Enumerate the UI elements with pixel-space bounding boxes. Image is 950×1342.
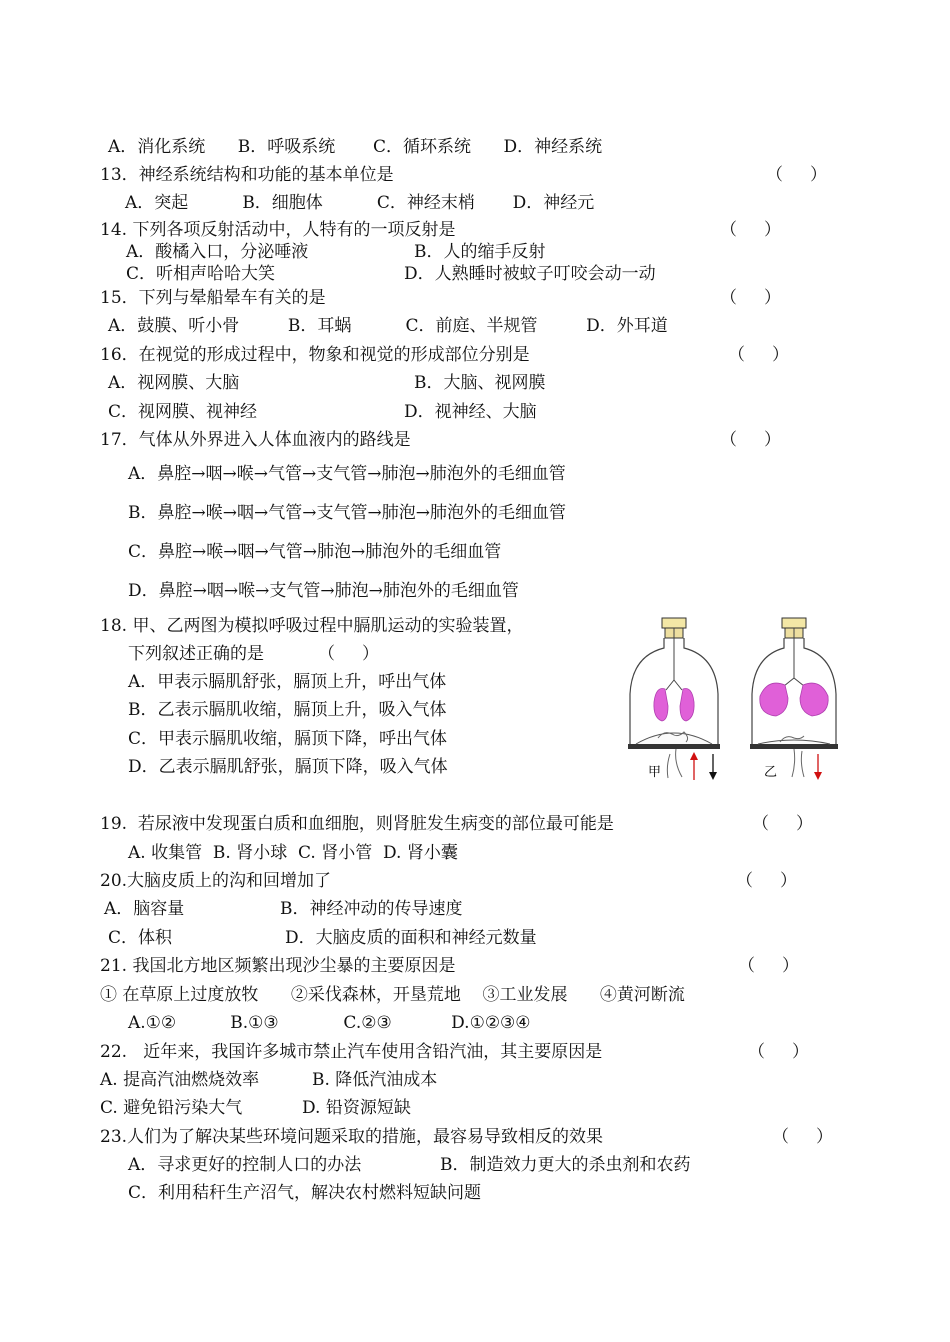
q17-option-a: A．鼻腔→咽→喉→气管→支气管→肺泡→肺泡外的毛细血管 [128,464,566,484]
q23-option-c: C．利用秸秆生产沼气，解决农村燃料短缺问题 [128,1183,482,1203]
q14-option-b: B．人的缩手反射 [414,242,546,262]
q18-option-a: A．甲表示膈肌舒张，膈顶上升，呼出气体 [128,672,447,692]
q13-answer-paren[interactable]: （ ） [766,165,828,185]
q17-option-c: C．鼻腔→喉→咽→气管→肺泡→肺泡外的毛细血管 [128,542,502,562]
q23-option-a: A．寻求更好的控制人口的办法 [128,1155,362,1175]
q20-answer-paren[interactable]: （ ） [736,871,798,891]
q21-answer-paren[interactable]: （ ） [738,956,800,976]
q16-option-d: D．视神经、大脑 [404,402,537,422]
lung-balloon-right-2 [800,683,828,716]
q16-option-b: B．大脑、视网膜 [414,373,546,393]
q20-option-c: C．体积 [108,928,173,948]
lung-balloon-right-1 [760,683,788,716]
q14-option-c: C．听相声哈哈大笑 [126,264,276,284]
q14-stem: 14. 下列各项反射活动中，人特有的一项反射是 [100,220,456,240]
q22-option-d: D. 铅资源短缺 [302,1098,411,1118]
q18-option-c: C．甲表示膈肌收缩，膈顶下降，呼出气体 [128,729,448,749]
q20-option-b: B．神经冲动的传导速度 [280,899,463,919]
q21-options: A.①② B.①③ C.②③ D.①②③④ [128,1013,531,1033]
figure-label-jia: 甲 [648,765,662,780]
q14-answer-paren[interactable]: （ ） [720,220,782,240]
breathing-model-figure [618,614,848,788]
bell-jar-left [628,618,720,780]
q21-items: ① 在草原上过度放牧 ②采伐森林，开垦荒地 ③工业发展 ④黄河断流 [100,985,685,1005]
q12-options: A．消化系统 B．呼吸系统 C．循环系统 D．神经系统 [108,137,603,157]
q22-option-b: B. 降低汽油成本 [312,1070,438,1090]
q17-stem: 17．气体从外界进入人体血液内的路线是 [100,430,411,450]
q20-option-d: D．大脑皮质的面积和神经元数量 [285,928,537,948]
q18-option-b: B．乙表示膈肌收缩，膈顶上升，吸入气体 [128,700,447,720]
q22-stem: 22. 近年来，我国许多城市禁止汽车使用含铅汽油，其主要原因是 [100,1042,603,1062]
q19-stem: 19. 若尿液中发现蛋白质和血细胞，则肾脏发生病变的部位最可能是 [100,814,614,834]
q18-option-d: D．乙表示膈肌舒张，膈顶下降，吸入气体 [128,757,448,777]
q13-stem: 13．神经系统结构和功能的基本单位是 [100,165,394,185]
q22-option-c: C. 避免铅污染大气 [100,1098,243,1118]
q18-stem-line1: 18. 甲、乙两图为模拟呼吸过程中膈肌运动的实验装置， [100,616,524,636]
q20-stem: 20.大脑皮质上的沟和回增加了 [100,871,332,891]
q16-answer-paren[interactable]: （ ） [728,345,790,365]
q15-options: A．鼓膜、听小骨 B．耳蜗 C．前庭、半规管 D．外耳道 [108,316,668,336]
q23-option-b: B．制造效力更大的杀虫剂和农药 [440,1155,691,1175]
q23-answer-paren[interactable]: （ ） [772,1127,834,1147]
q15-answer-paren[interactable]: （ ） [720,288,782,308]
bell-jar-right [750,618,838,780]
q22-option-a: A. 提高汽油燃烧效率 [100,1070,260,1090]
q17-option-b: B．鼻腔→喉→咽→气管→支气管→肺泡→肺泡外的毛细血管 [128,503,566,523]
q14-option-d: D．人熟睡时被蚊子叮咬会动一动 [404,264,656,284]
q20-option-a: A．脑容量 [104,899,185,919]
q23-stem: 23.人们为了解决某些环境问题采取的措施，最容易导致相反的效果 [100,1127,604,1147]
q18-stem-line2: 下列叙述正确的是 （ ） [128,644,380,664]
q16-option-a: A．视网膜、大脑 [108,373,240,393]
q13-options: A．突起 B．细胞体 C．神经末梢 D．神经元 [125,193,595,213]
figure-label-yi: 乙 [764,765,778,780]
q17-answer-paren[interactable]: （ ） [720,430,782,450]
q16-stem: 16．在视觉的形成过程中，物象和视觉的形成部位分别是 [100,345,530,365]
q17-option-d: D．鼻腔→咽→喉→支气管→肺泡→肺泡外的毛细血管 [128,581,519,601]
lung-balloon-left-1 [654,689,668,721]
q15-stem: 15．下列与晕船晕车有关的是 [100,288,326,308]
q21-stem: 21. 我国北方地区频繁出现沙尘暴的主要原因是 [100,956,456,976]
q19-options: A. 收集管 B. 肾小球 C. 肾小管 D. 肾小囊 [128,843,458,863]
q22-answer-paren[interactable]: （ ） [748,1042,810,1062]
lung-balloon-left-2 [680,689,694,721]
q14-option-a: A．酸橘入口，分泌唾液 [126,242,309,262]
q16-option-c: C．视网膜、视神经 [108,402,258,422]
q19-answer-paren[interactable]: （ ） [752,814,814,834]
